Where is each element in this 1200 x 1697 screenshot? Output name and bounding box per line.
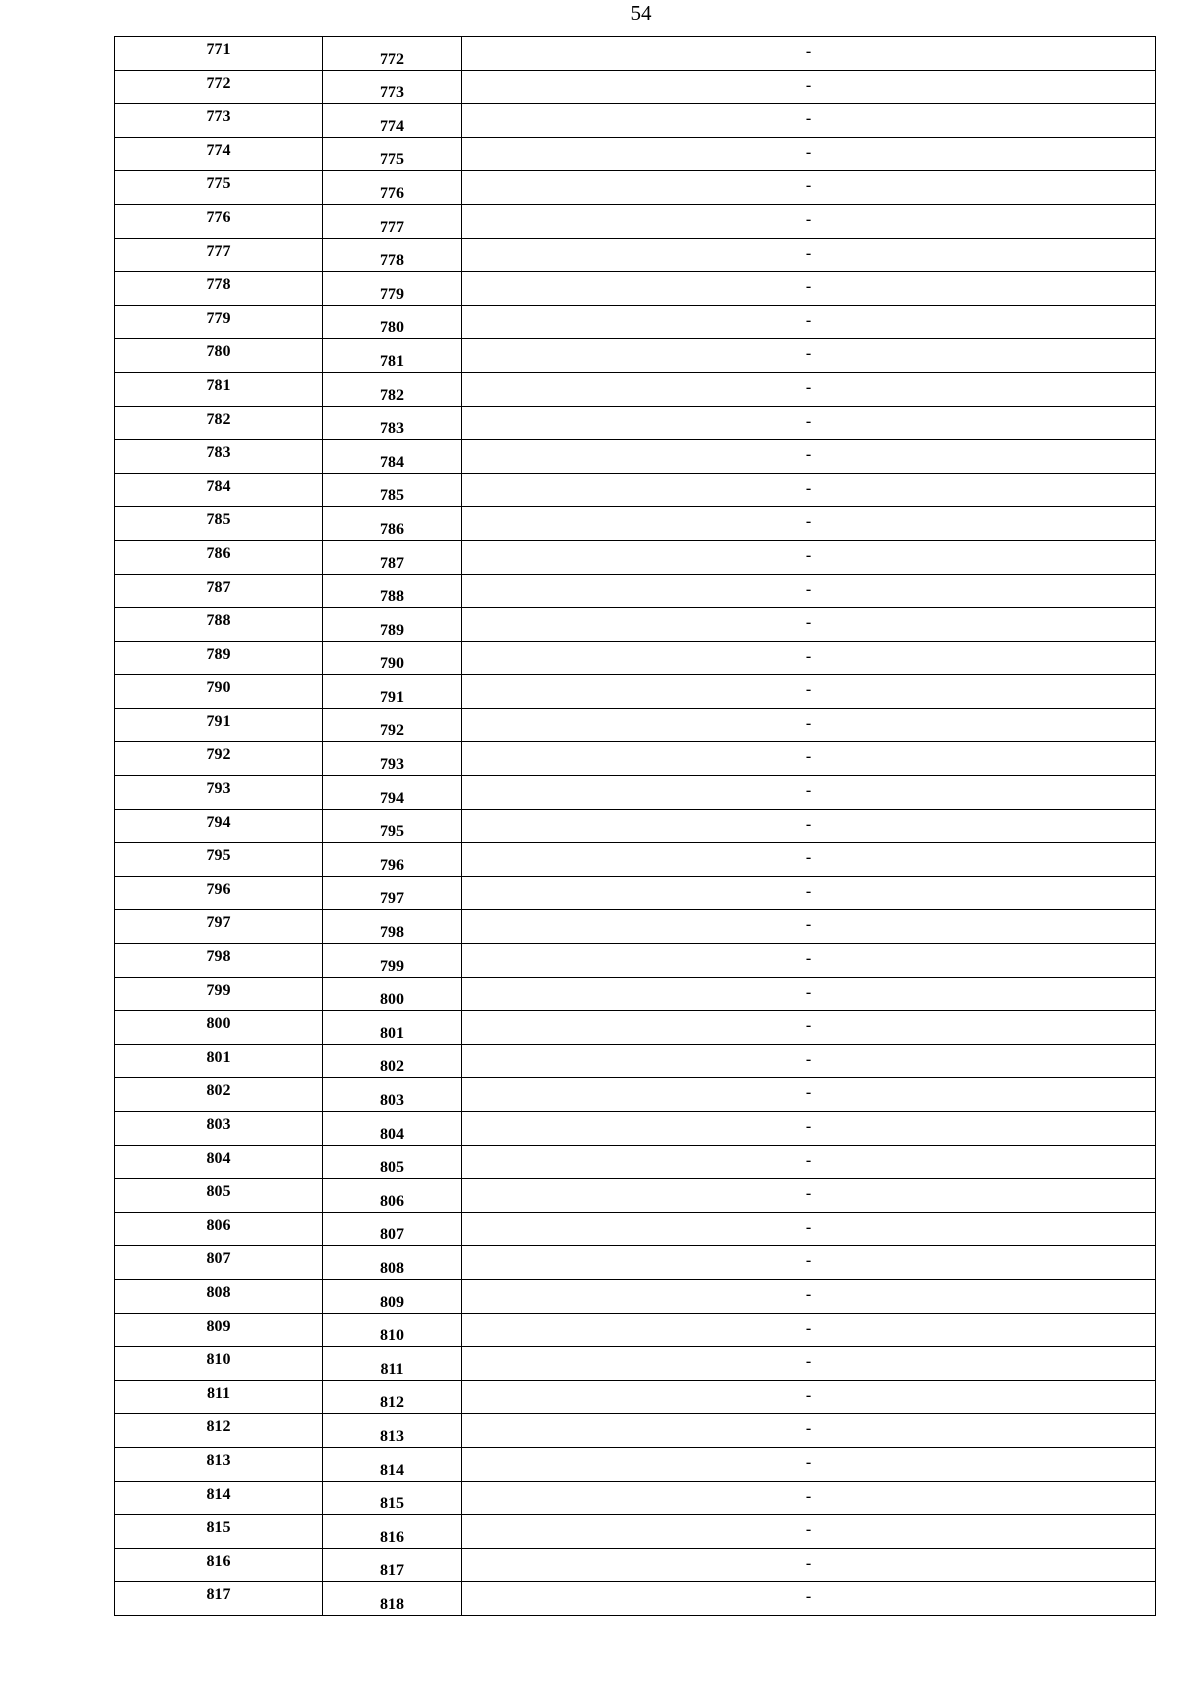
table-row	[115, 1145, 1156, 1179]
table-row	[115, 204, 1156, 238]
cell-second-number: 810	[323, 1313, 462, 1347]
table-row	[115, 507, 1156, 541]
cell-second-number: 790	[323, 641, 462, 675]
cell-second-number: 805	[323, 1145, 462, 1179]
cell-first-number: 812	[115, 1414, 323, 1448]
cell-value: -	[462, 540, 1156, 574]
cell-first-number: 777	[115, 238, 323, 272]
cell-second-number: 800	[323, 977, 462, 1011]
cell-first-number: 806	[115, 1212, 323, 1246]
cell-first-number: 805	[115, 1179, 323, 1213]
cell-second-number: 775	[323, 137, 462, 171]
cell-first-number: 775	[115, 171, 323, 205]
cell-second-number: 808	[323, 1246, 462, 1280]
table-row	[115, 876, 1156, 910]
cell-value: -	[462, 1011, 1156, 1045]
cell-first-number: 788	[115, 608, 323, 642]
table-row	[115, 944, 1156, 978]
cell-value: -	[462, 70, 1156, 104]
table-row	[115, 1246, 1156, 1280]
table-row	[115, 1414, 1156, 1448]
cell-value: -	[462, 977, 1156, 1011]
cell-second-number: 787	[323, 540, 462, 574]
table-row	[115, 372, 1156, 406]
cell-second-number: 812	[323, 1380, 462, 1414]
cell-value: -	[462, 1044, 1156, 1078]
table-row	[115, 37, 1156, 71]
cell-value: -	[462, 137, 1156, 171]
cell-value: -	[462, 372, 1156, 406]
cell-first-number: 814	[115, 1481, 323, 1515]
cell-second-number: 776	[323, 171, 462, 205]
cell-first-number: 801	[115, 1044, 323, 1078]
cell-second-number: 792	[323, 708, 462, 742]
table-row	[115, 70, 1156, 104]
cell-second-number: 802	[323, 1044, 462, 1078]
cell-second-number: 813	[323, 1414, 462, 1448]
table-row	[115, 910, 1156, 944]
cell-second-number: 799	[323, 944, 462, 978]
table-row	[115, 238, 1156, 272]
cell-second-number: 778	[323, 238, 462, 272]
cell-second-number: 798	[323, 910, 462, 944]
table-row	[115, 1011, 1156, 1045]
table-row	[115, 440, 1156, 474]
cell-first-number: 811	[115, 1380, 323, 1414]
cell-first-number: 783	[115, 440, 323, 474]
cell-value: -	[462, 1313, 1156, 1347]
table-row	[115, 1481, 1156, 1515]
cell-value: -	[462, 608, 1156, 642]
cell-first-number: 789	[115, 641, 323, 675]
table-row	[115, 1515, 1156, 1549]
cell-value: -	[462, 238, 1156, 272]
cell-first-number: 771	[115, 37, 323, 71]
cell-value: -	[462, 1246, 1156, 1280]
cell-second-number: 788	[323, 574, 462, 608]
cell-value: -	[462, 1347, 1156, 1381]
cell-value: -	[462, 910, 1156, 944]
cell-second-number: 797	[323, 876, 462, 910]
cell-value: -	[462, 944, 1156, 978]
cell-first-number: 781	[115, 372, 323, 406]
cell-value: -	[462, 1380, 1156, 1414]
cell-value: -	[462, 742, 1156, 776]
table-row	[115, 339, 1156, 373]
cell-first-number: 774	[115, 137, 323, 171]
cell-second-number: 772	[323, 37, 462, 71]
cell-value: -	[462, 1179, 1156, 1213]
cell-second-number: 789	[323, 608, 462, 642]
cell-value: -	[462, 1582, 1156, 1616]
table-row	[115, 1212, 1156, 1246]
cell-second-number: 803	[323, 1078, 462, 1112]
cell-first-number: 772	[115, 70, 323, 104]
cell-second-number: 782	[323, 372, 462, 406]
cell-second-number: 780	[323, 305, 462, 339]
cell-first-number: 794	[115, 809, 323, 843]
cell-value: -	[462, 1481, 1156, 1515]
cell-second-number: 809	[323, 1279, 462, 1313]
cell-first-number: 787	[115, 574, 323, 608]
cell-first-number: 815	[115, 1515, 323, 1549]
cell-first-number: 799	[115, 977, 323, 1011]
cell-value: -	[462, 339, 1156, 373]
cell-value: -	[462, 1112, 1156, 1146]
cell-value: -	[462, 708, 1156, 742]
table-body	[115, 37, 1156, 1616]
table-row	[115, 608, 1156, 642]
cell-value: -	[462, 37, 1156, 71]
table-row	[115, 1279, 1156, 1313]
table-row	[115, 137, 1156, 171]
cell-value: -	[462, 473, 1156, 507]
cell-first-number: 782	[115, 406, 323, 440]
cell-value: -	[462, 641, 1156, 675]
data-table-container	[114, 36, 1156, 1616]
cell-first-number: 817	[115, 1582, 323, 1616]
cell-first-number: 813	[115, 1447, 323, 1481]
cell-first-number: 810	[115, 1347, 323, 1381]
cell-second-number: 801	[323, 1011, 462, 1045]
cell-first-number: 780	[115, 339, 323, 373]
table-row	[115, 1347, 1156, 1381]
cell-second-number: 774	[323, 104, 462, 138]
table-row	[115, 1112, 1156, 1146]
table-row	[115, 1582, 1156, 1616]
cell-first-number: 785	[115, 507, 323, 541]
cell-value: -	[462, 440, 1156, 474]
table-row	[115, 1179, 1156, 1213]
table-row	[115, 1078, 1156, 1112]
cell-first-number: 790	[115, 675, 323, 709]
cell-value: -	[462, 1447, 1156, 1481]
cell-second-number: 796	[323, 843, 462, 877]
table-row	[115, 977, 1156, 1011]
cell-first-number: 797	[115, 910, 323, 944]
table-row	[115, 406, 1156, 440]
cell-second-number: 786	[323, 507, 462, 541]
cell-value: -	[462, 406, 1156, 440]
table-row	[115, 1313, 1156, 1347]
table-row	[115, 272, 1156, 306]
cell-second-number: 779	[323, 272, 462, 306]
cell-first-number: 798	[115, 944, 323, 978]
cell-value: -	[462, 675, 1156, 709]
cell-second-number: 785	[323, 473, 462, 507]
cell-second-number: 804	[323, 1112, 462, 1146]
cell-second-number: 811	[323, 1347, 462, 1381]
cell-value: -	[462, 1078, 1156, 1112]
cell-first-number: 786	[115, 540, 323, 574]
cell-first-number: 779	[115, 305, 323, 339]
cell-value: -	[462, 1414, 1156, 1448]
cell-first-number: 804	[115, 1145, 323, 1179]
cell-first-number: 784	[115, 473, 323, 507]
cell-second-number: 814	[323, 1447, 462, 1481]
cell-second-number: 793	[323, 742, 462, 776]
table-row	[115, 104, 1156, 138]
cell-value: -	[462, 876, 1156, 910]
cell-second-number: 783	[323, 406, 462, 440]
table-row	[115, 1380, 1156, 1414]
cell-value: -	[462, 104, 1156, 138]
table-row	[115, 305, 1156, 339]
table-row	[115, 776, 1156, 810]
cell-first-number: 778	[115, 272, 323, 306]
cell-second-number: 818	[323, 1582, 462, 1616]
table-row	[115, 641, 1156, 675]
cell-first-number: 802	[115, 1078, 323, 1112]
table-row	[115, 708, 1156, 742]
cell-second-number: 773	[323, 70, 462, 104]
cell-value: -	[462, 1145, 1156, 1179]
cell-second-number: 784	[323, 440, 462, 474]
cell-first-number: 816	[115, 1548, 323, 1582]
data-table	[114, 36, 1156, 1616]
cell-first-number: 807	[115, 1246, 323, 1280]
table-row	[115, 574, 1156, 608]
table-row	[115, 473, 1156, 507]
cell-first-number: 793	[115, 776, 323, 810]
table-row	[115, 809, 1156, 843]
cell-second-number: 777	[323, 204, 462, 238]
cell-value: -	[462, 574, 1156, 608]
cell-first-number: 795	[115, 843, 323, 877]
table-row	[115, 742, 1156, 776]
table-row	[115, 1548, 1156, 1582]
cell-first-number: 809	[115, 1313, 323, 1347]
cell-second-number: 781	[323, 339, 462, 373]
cell-second-number: 794	[323, 776, 462, 810]
cell-value: -	[462, 272, 1156, 306]
cell-first-number: 776	[115, 204, 323, 238]
cell-second-number: 815	[323, 1481, 462, 1515]
cell-first-number: 792	[115, 742, 323, 776]
cell-second-number: 816	[323, 1515, 462, 1549]
cell-second-number: 817	[323, 1548, 462, 1582]
cell-first-number: 808	[115, 1279, 323, 1313]
cell-value: -	[462, 1279, 1156, 1313]
cell-value: -	[462, 1515, 1156, 1549]
table-row	[115, 1447, 1156, 1481]
cell-first-number: 796	[115, 876, 323, 910]
cell-value: -	[462, 843, 1156, 877]
cell-first-number: 800	[115, 1011, 323, 1045]
table-row	[115, 540, 1156, 574]
cell-first-number: 773	[115, 104, 323, 138]
cell-value: -	[462, 204, 1156, 238]
page-number: 54	[630, 1, 652, 25]
cell-value: -	[462, 305, 1156, 339]
cell-value: -	[462, 171, 1156, 205]
table-row	[115, 171, 1156, 205]
cell-second-number: 806	[323, 1179, 462, 1213]
table-row	[115, 843, 1156, 877]
cell-value: -	[462, 507, 1156, 541]
table-row	[115, 1044, 1156, 1078]
cell-value: -	[462, 809, 1156, 843]
cell-second-number: 807	[323, 1212, 462, 1246]
cell-first-number: 791	[115, 708, 323, 742]
cell-value: -	[462, 776, 1156, 810]
cell-first-number: 803	[115, 1112, 323, 1146]
cell-value: -	[462, 1548, 1156, 1582]
cell-second-number: 795	[323, 809, 462, 843]
cell-value: -	[462, 1212, 1156, 1246]
cell-second-number: 791	[323, 675, 462, 709]
table-row	[115, 675, 1156, 709]
